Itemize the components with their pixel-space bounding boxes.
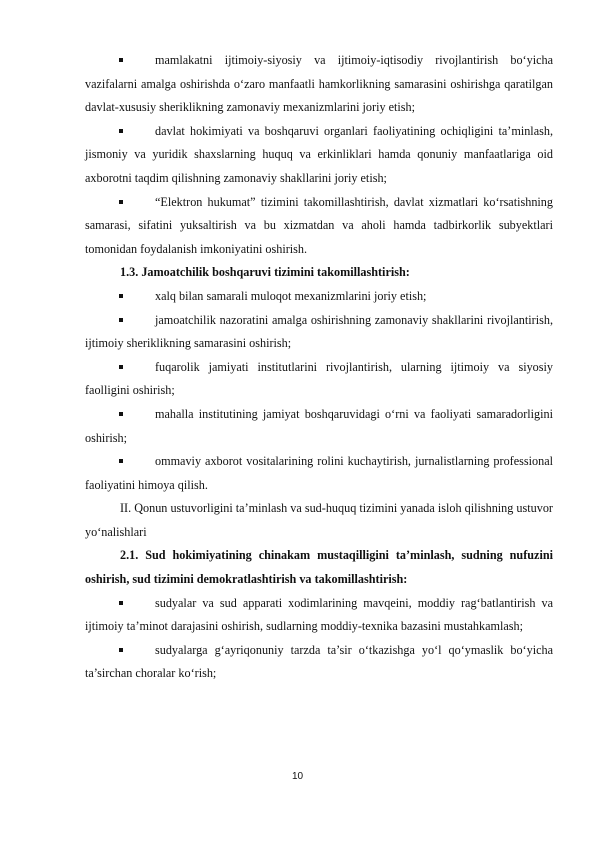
section-title-ii: II. Qonun ustuvorligini ta’minlash va sud-huquq tizimini yanada isloh qilishning ustuvor yo‘nalishlari: [85, 501, 553, 539]
list-item-text: mamlakatni ijtimoiy-siyosiy va ijtimoiy-iqtisodiy rivojlantirish bo‘yicha vazifalarni amalga oshirishda o‘zaro manfaatli hamkorlikning samarasini oshirishga qaratilgan davlat-xususiy sheriklikning zamonaviy mexanizmlarini joriy etish;: [85, 53, 553, 115]
bullet-icon: [119, 412, 123, 416]
bullet-icon: [119, 58, 123, 62]
bullet-icon: [119, 294, 123, 298]
list-item: [85, 309, 553, 356]
section-heading-1-3: 1.3. Jamoatchilik boshqaruvi tizimini takomillashtirish:: [120, 265, 410, 280]
list-item: [85, 285, 553, 309]
list-item-text: davlat hokimiyati va boshqaruvi organlari faoliyatining ochiqligini ta’minlash, jismoniy va yuridik shaxslarning huquq va erkinliklari hamda qonuniy manfaatlariga oid axborotni taqdim qilishning zamonaviy shakllarini joriy etish;: [85, 123, 553, 185]
list-item: [85, 120, 553, 191]
list-item-text: ommaviy axborot vositalarining rolini kuchaytirish, jurnalistlarning professional faoliyatini himoya qilish.: [85, 454, 553, 492]
list-item: [85, 403, 553, 450]
list-item-text: mahalla institutining jamiyat boshqaruvidagi o‘rni va faoliyati samaradorligini oshirish;: [85, 406, 553, 445]
bullet-icon: [119, 459, 123, 463]
list-item-text: sudyalarga g‘ayriqonuniy tarzda ta’sir o‘tkazishga yo‘l qo‘ymaslik bo‘yicha ta’sirchan choralar ko‘rish;: [85, 642, 553, 681]
bullet-icon: [119, 648, 123, 652]
list-item: [85, 49, 553, 120]
list-item-text: sudyalar va sud apparati xodimlarining mavqeini, moddiy rag‘batlantirish va ijtimoiy ta’minot darajasini oshirish, sudlarning moddiy-texnika bazasini mustahkamlash;: [85, 595, 553, 634]
page-number: 10: [291, 771, 304, 782]
page-content: [85, 49, 553, 686]
list-item: [85, 592, 553, 639]
list-item-text: xalq bilan samarali muloqot mexanizmlarini joriy etish;: [155, 288, 427, 303]
list-item: [85, 191, 553, 262]
bullet-icon: [119, 200, 123, 204]
list-item: [85, 450, 553, 497]
bullet-icon: [119, 318, 123, 322]
list-item-text: fuqarolik jamiyati institutlarini rivojlantirish, ularning ijtimoiy va siyosiy faolligini oshirish;: [85, 359, 553, 398]
bullet-icon: [119, 601, 123, 605]
list-item-text: jamoatchilik nazoratini amalga oshirishning zamonaviy shakllarini rivojlantirish, ijtimoiy sheriklikning samarasini oshirish;: [85, 312, 553, 351]
bullet-icon: [119, 365, 123, 369]
list-item: [85, 356, 553, 403]
bullet-icon: [119, 129, 123, 133]
list-item: [85, 639, 553, 686]
section-heading-2-1: 2.1. Sud hokimiyatining chinakam mustaqilligini ta’minlash, sudning nufuzini oshirish, sud tizimini demokratlashtirish va takomillashtirish:: [85, 548, 553, 587]
list-item-text: “Elektron hukumat” tizimini takomillashtirish, davlat xizmatlari ko‘rsatishning samarasi, sifatini yuksaltirish va bu xizmatdan va aholi hamda tadbirkorlik subyektlari tomonidan foydalanish imkoniyatini oshirish.: [85, 194, 553, 256]
